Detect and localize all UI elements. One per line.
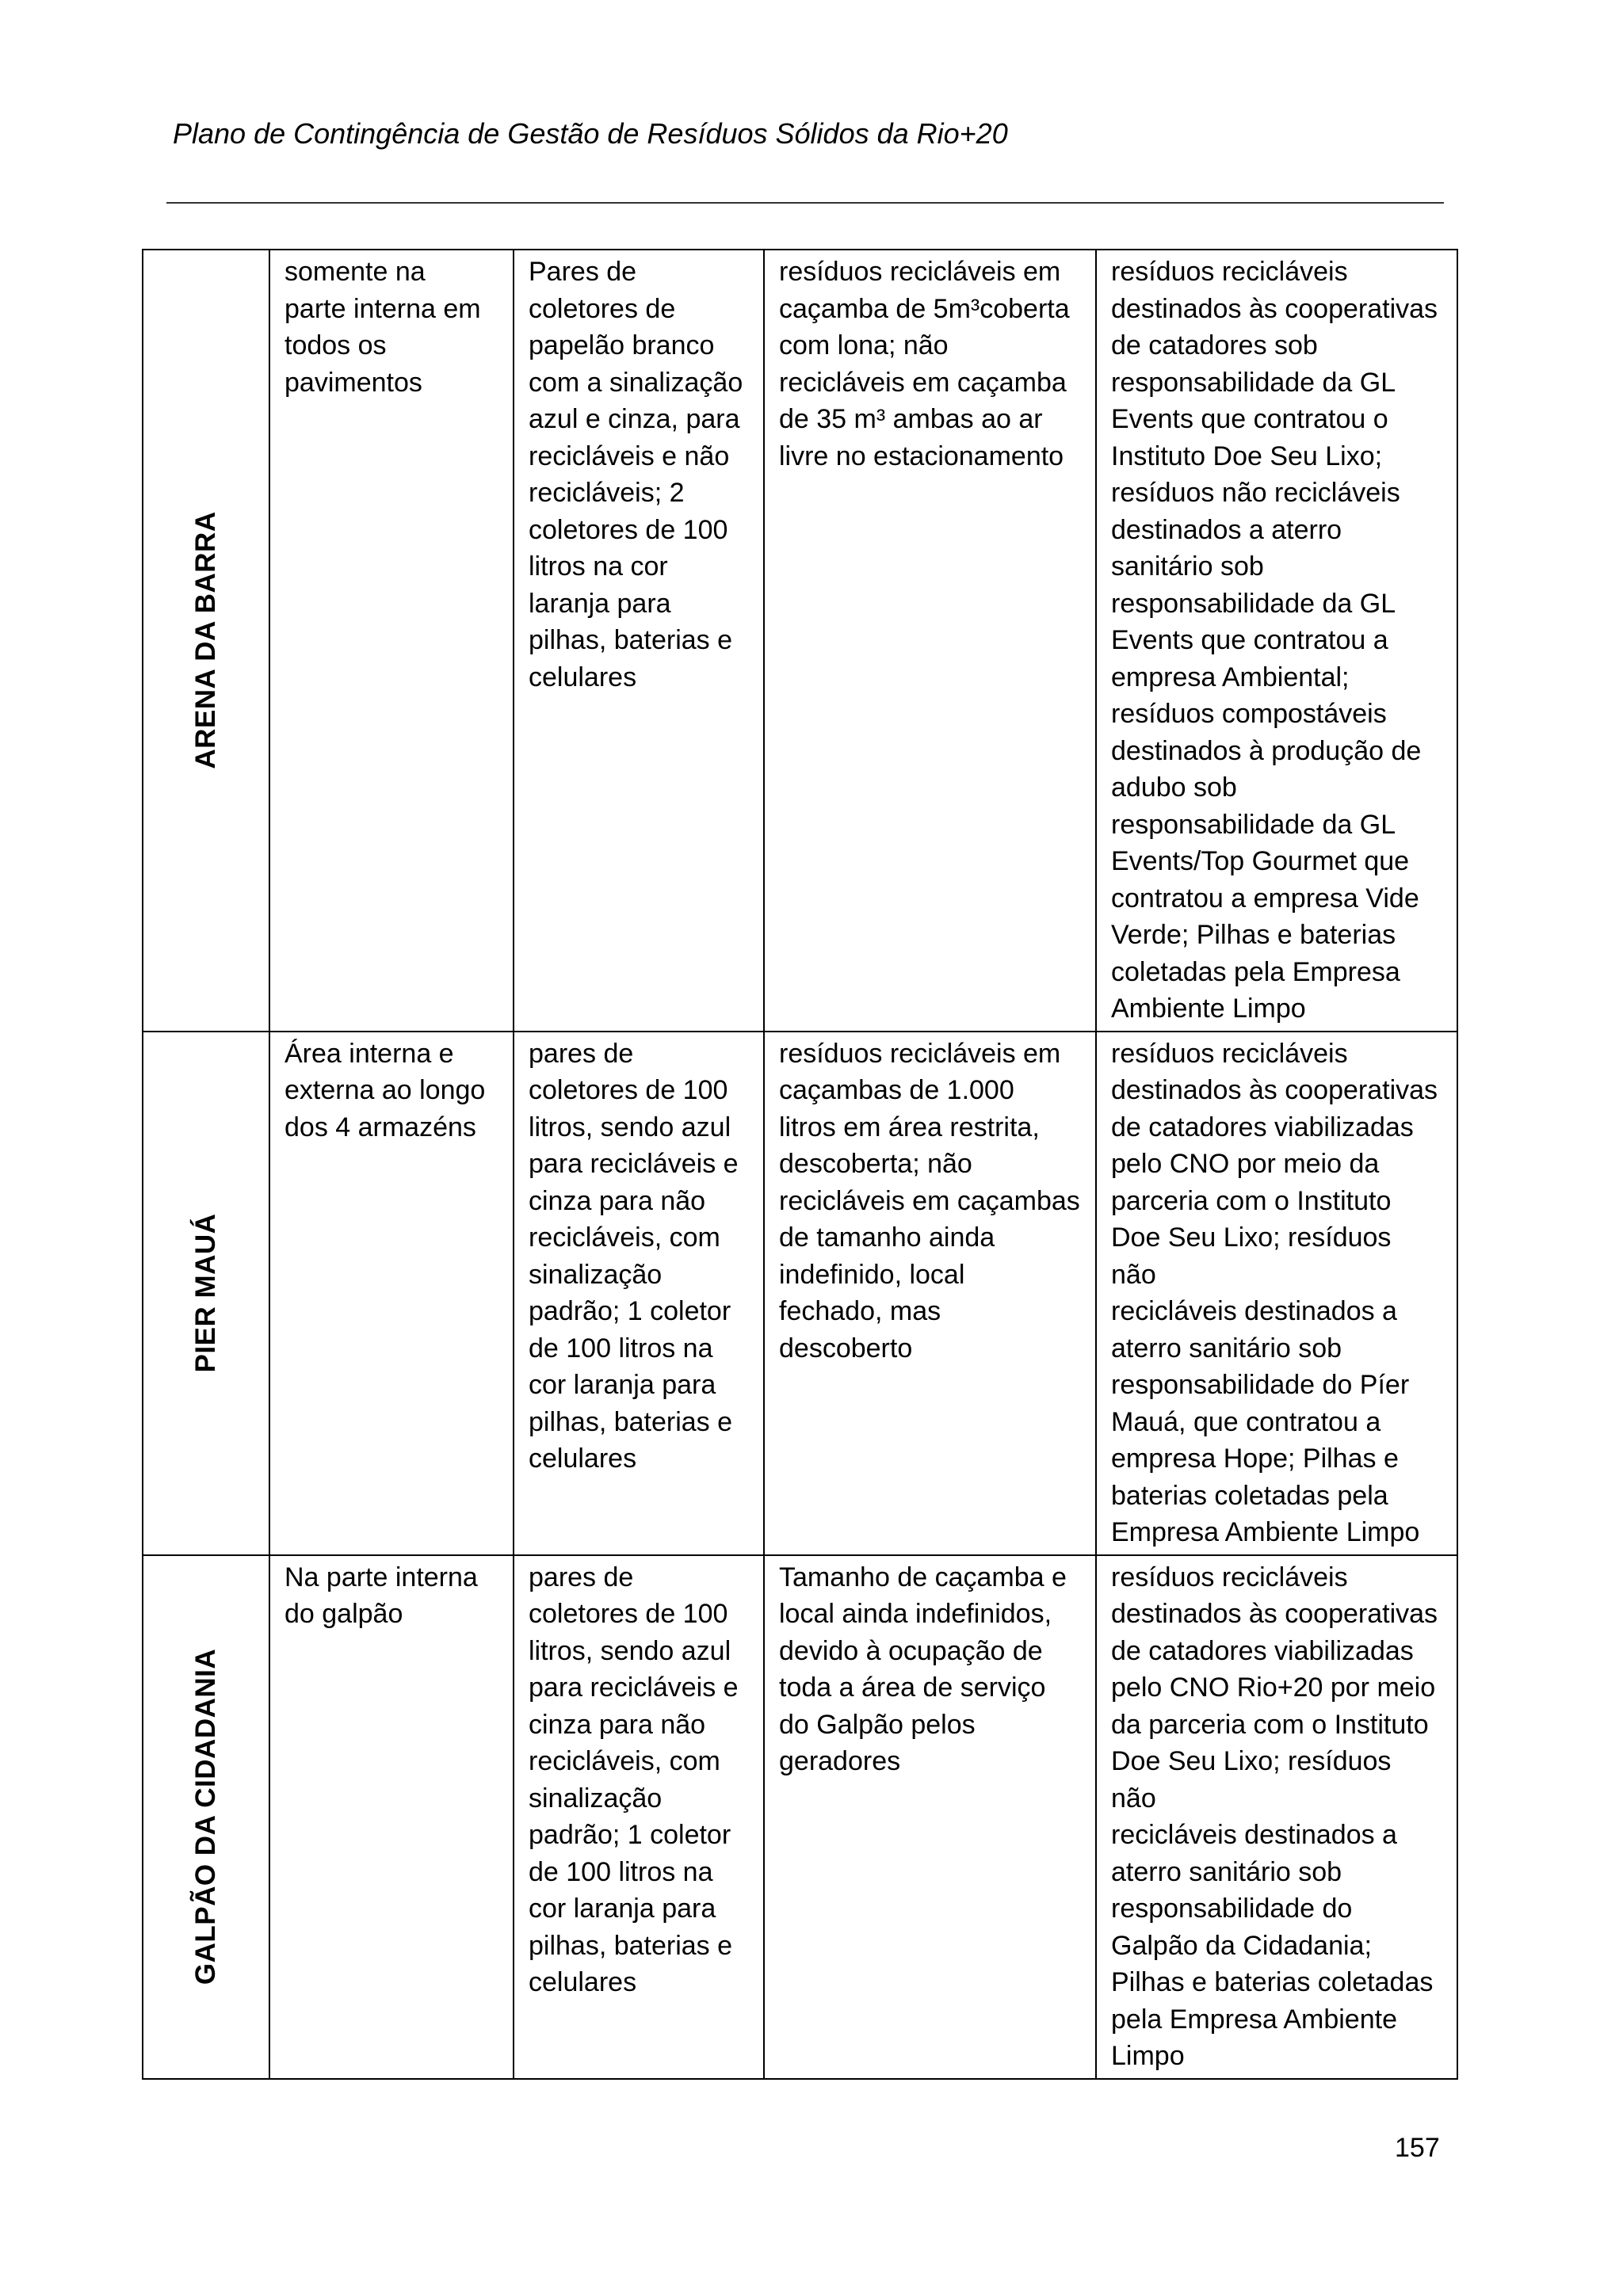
collectors-cell — [514, 250, 764, 1032]
cell-text: resíduos recicláveis em caçambas de 1.000 litros em área restrita, descoberta; não recicláveis em caçambas de tamanho ainda indefinido, local fechado, mas descoberto — [779, 1038, 1080, 1363]
cell-text: Pares de coletores de papelão branco com a sinalização azul e cinza, para recicláveis e não recicláveis; 2 coletores de 100 litros na cor laranja para pilhas, baterias e celulares — [529, 257, 743, 692]
cell-text: Tamanho de caçamba e local ainda indefinidos, devido à ocupação de toda a área de serviço do Galpão pelos geradores — [779, 1562, 1067, 1776]
destination-cell — [1096, 1032, 1457, 1555]
area-cell — [269, 1555, 514, 2079]
cell-text: pares de coletores de 100 litros, sendo azul para recicláveis e cinza para não recicláveis, com sinalização padrão; 1 coletor de 100 litros na cor laranja para pilhas, baterias e celulares — [529, 1562, 739, 1997]
area-cell — [269, 1032, 514, 1555]
storage-cell — [764, 250, 1096, 1032]
cell-text: pares de coletores de 100 litros, sendo azul para recicláveis e cinza para não recicláveis, com sinalização padrão; 1 coletor de 100 litros na cor laranja para pilhas, baterias e celulares — [529, 1038, 739, 1474]
header-rule — [166, 202, 1444, 204]
cell-text: resíduos recicláveis destinados às cooperativas de catadores viabilizadas pelo CNO Rio+20 por meio da parceria com o Instituto Doe Seu Lixo; resíduos não recicláveis destinados a aterro sanitário sob responsabilidade do Galpão da Cidadania; Pilhas e baterias coletadas pela Empresa Ambiente Limpo — [1111, 1562, 1438, 2071]
location-label: PIER MAUÁ — [189, 1213, 221, 1373]
location-cell — [143, 1032, 269, 1555]
cell-text: resíduos recicláveis em caçamba de 5m³coberta com lona; não recicláveis em caçamba de 35 m³ ambas ao ar livre no estacionamento — [779, 257, 1070, 471]
location-cell — [143, 250, 269, 1032]
location-cell — [143, 1555, 269, 2079]
document-header-title: Plano de Contingência de Gestão de Resíduos Sólidos da Rio+20 — [173, 117, 1008, 150]
table-row — [143, 1555, 1457, 2079]
cell-text: Área interna e externa ao longo dos 4 armazéns — [285, 1038, 486, 1142]
destination-cell — [1096, 1555, 1457, 2079]
cell-text: somente na parte interna em todos os pavimentos — [285, 257, 481, 398]
location-label: GALPÃO DA CIDADANIA — [189, 1648, 221, 1985]
cell-text: resíduos recicláveis destinados às cooperativas de catadores viabilizadas pelo CNO por meio da parceria com o Instituto Doe Seu Lixo; resíduos não recicláveis destinados a aterro sanitário sob responsabilidade do Píer Mauá, que contratou a empresa Hope; Pilhas e baterias coletadas pela Empresa Ambiente Limpo — [1111, 1038, 1438, 1547]
collectors-cell — [514, 1555, 764, 2079]
destination-cell — [1096, 250, 1457, 1032]
cell-text: Na parte interna do galpão — [285, 1562, 478, 1629]
collectors-cell — [514, 1032, 764, 1555]
area-cell — [269, 250, 514, 1032]
waste-management-table — [142, 249, 1458, 2080]
storage-cell — [764, 1555, 1096, 2079]
page-number: 157 — [1395, 2133, 1440, 2163]
cell-text: resíduos recicláveis destinados às cooperativas de catadores sob responsabilidade da GL Events que contratou o Instituto Doe Seu Lixo; resíduos não recicláveis destinados a aterro sanitário sob responsabilidade da GL Events que contratou a empresa Ambiental; resíduos compostáveis destinados à produção de adubo sob responsabilidade da GL Events/Top Gourmet que contratou a empresa Vide Verde; Pilhas e baterias coletadas pela Empresa Ambiente Limpo — [1111, 257, 1438, 1024]
table-row — [143, 250, 1457, 1032]
storage-cell — [764, 1032, 1096, 1555]
location-label: ARENA DA BARRA — [189, 511, 221, 769]
table-row — [143, 1032, 1457, 1555]
